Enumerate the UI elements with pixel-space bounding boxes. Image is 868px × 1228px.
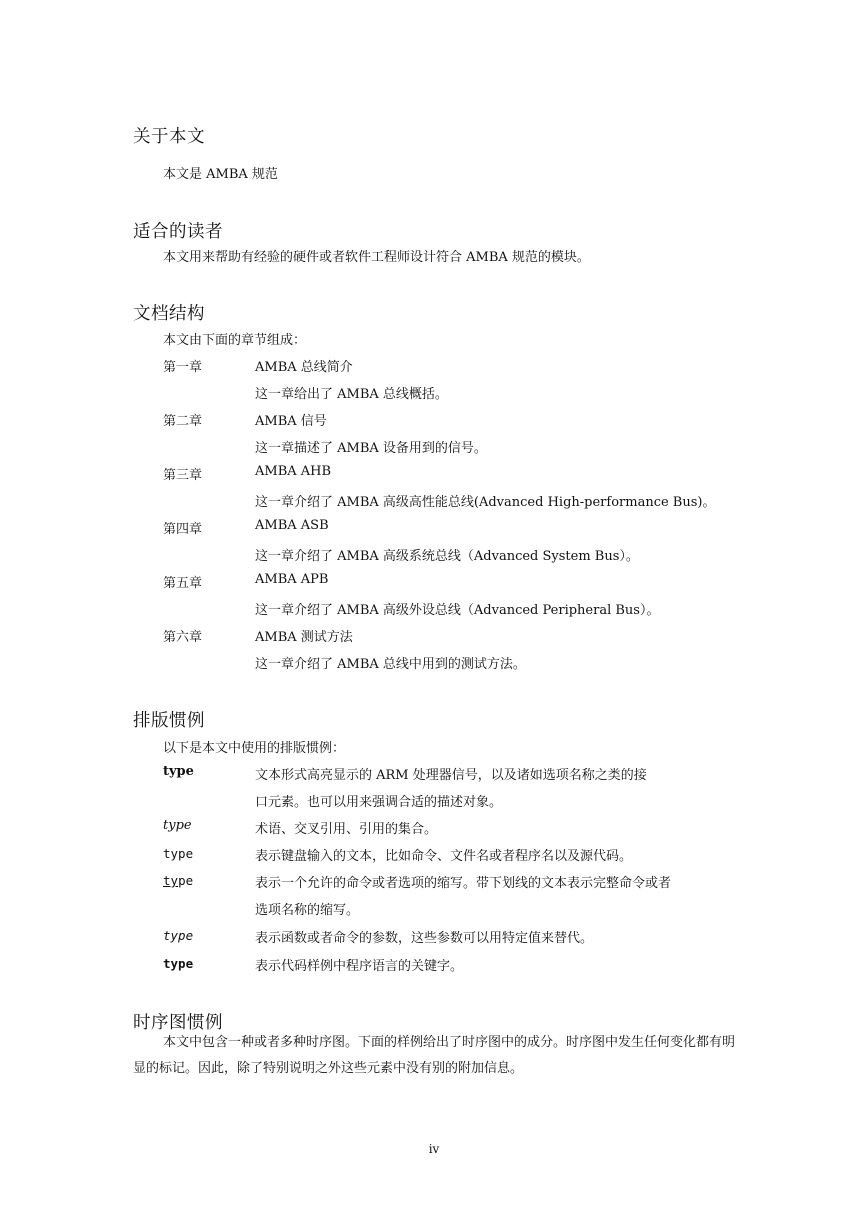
- chapter-label: 第三章: [163, 468, 203, 483]
- chapter-title: AMBA 总线简介: [255, 360, 353, 375]
- convention-desc: 表示键盘输入的文本，比如命令、文件名或者程序名以及源代码。: [255, 849, 633, 864]
- convention-desc: 术语、交叉引用、引用的集合。: [255, 822, 438, 837]
- chapter-label: 第一章: [163, 360, 203, 375]
- chapter-title: AMBA ASB: [255, 518, 329, 533]
- about-text: 本文是 AMBA 规范: [163, 167, 278, 182]
- timing-text: 本文中包含一种或者多种时序图。下面的样例给出了时序图中的成分。时序图中发生任何变化都有明显的标记。因此，除了特别说明之外这些元素中没有别的附加信息。: [133, 1035, 736, 1076]
- chapter-title: AMBA 信号: [255, 414, 327, 429]
- convention-desc: 文本形式高亮显示的 ARM 处理器信号，以及诸如选项名称之类的接: [255, 768, 647, 783]
- readers-heading: 适合的读者: [133, 222, 223, 242]
- timing-heading: 时序图惯例: [133, 1013, 223, 1033]
- convention-term-underlined: [163, 873, 193, 888]
- typography-heading: 排版惯例: [133, 711, 205, 731]
- chapter-label: 第四章: [163, 522, 203, 537]
- typography-intro: 以下是本文中使用的排版惯例：: [163, 741, 346, 756]
- convention-desc: 口元素。也可以用来强调合适的描述对象。: [255, 795, 503, 810]
- structure-heading: 文档结构: [133, 304, 205, 324]
- convention-desc: 选项名称的缩写。: [255, 903, 360, 918]
- page-number: iv: [428, 1142, 440, 1156]
- chapter-title: AMBA APB: [255, 572, 329, 587]
- convention-term-mono-italic: type: [163, 928, 194, 943]
- chapter-desc: 这一章介绍了 AMBA 高级外设总线（Advanced Peripheral Bus）。: [255, 603, 660, 618]
- chapter-label: 第六章: [163, 630, 203, 645]
- chapter-desc: 这一章介绍了 AMBA 总线中用到的测试方法。: [255, 657, 526, 672]
- chapter-label: 第五章: [163, 576, 203, 591]
- chapter-desc: 这一章介绍了 AMBA 高级系统总线（Advanced System Bus）。: [255, 549, 639, 564]
- structure-intro: 本文由下面的章节组成：: [163, 333, 307, 348]
- chapter-title: AMBA 测试方法: [255, 630, 353, 645]
- convention-term-mono: type: [163, 846, 194, 861]
- rest-part: pe: [178, 873, 194, 888]
- convention-term-mono-bold: type: [163, 956, 194, 971]
- convention-term-bold: type: [163, 764, 194, 779]
- readers-text: 本文用来帮助有经验的硬件或者软件工程师设计符合 AMBA 规范的模块。: [163, 250, 590, 265]
- convention-desc: 表示函数或者命令的参数，这些参数可以用特定值来替代。: [255, 931, 594, 946]
- chapter-title: AMBA AHB: [255, 464, 332, 479]
- convention-desc: 表示一个允许的命令或者选项的缩写。带下划线的文本表示完整命令或者: [255, 876, 672, 891]
- chapter-desc: 这一章介绍了 AMBA 高级高性能总线(Advanced High-performance Bus)。: [255, 495, 716, 510]
- about-heading: 关于本文: [133, 127, 205, 147]
- chapter-desc: 这一章描述了 AMBA 设备用到的信号。: [255, 441, 487, 456]
- convention-term-italic: type: [163, 818, 192, 833]
- convention-desc: 表示代码样例中程序语言的关键字。: [255, 959, 464, 974]
- chapter-desc: 这一章给出了 AMBA 总线概括。: [255, 387, 448, 402]
- chapter-label: 第二章: [163, 414, 203, 429]
- underlined-part: ty: [163, 873, 179, 888]
